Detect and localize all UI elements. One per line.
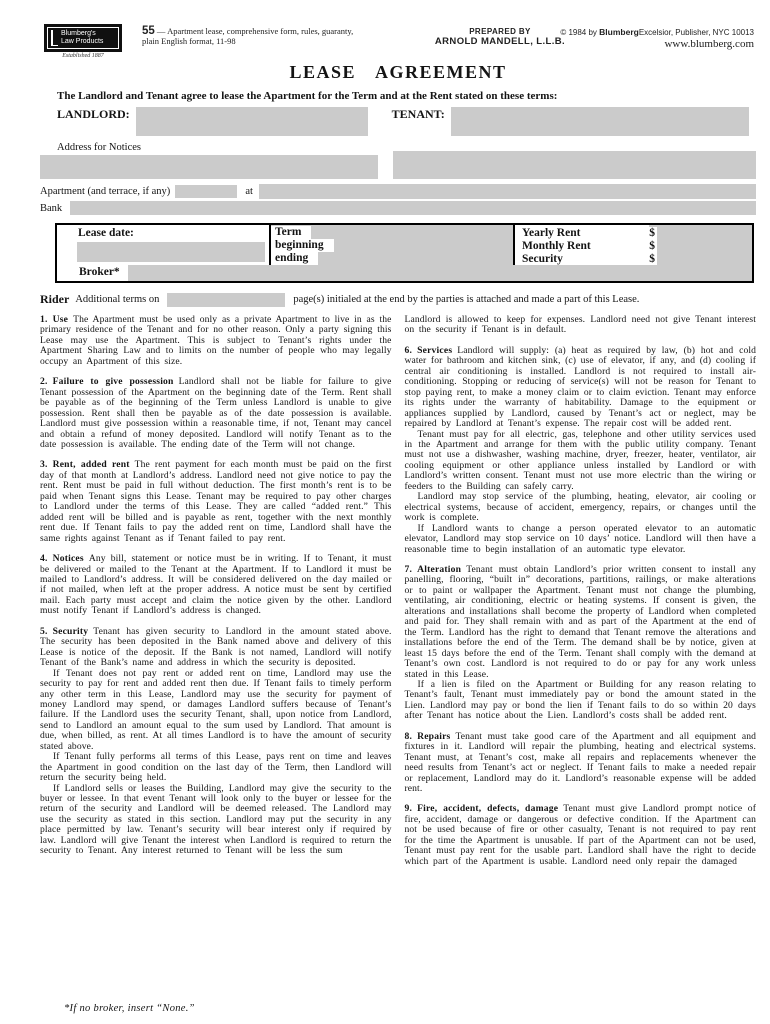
website-text: www.blumberg.com <box>664 38 754 50</box>
bank-row <box>40 201 756 215</box>
term-beginning-label: beginning <box>271 239 334 252</box>
form-number-dash: — <box>156 26 166 36</box>
section-1-paragraph: 1. Use The Apartment must be used only as a private Apartment to live in as the primary residence of the Tenant and for no other reason. Only a party signing this Lease may use the Apartment. This is subject to Tenant’s rights under the Apartment Sharing Law and to limits on the number of people who may legally occupy an Apartment of this size. <box>40 314 392 367</box>
prepared-by-label: PREPARED BY <box>469 27 531 36</box>
rent-cell <box>515 225 752 266</box>
rent-amounts-field[interactable] <box>649 225 752 265</box>
address-for-notices-label: Address for Notices <box>57 142 141 153</box>
section-heading-7: 7. Alteration <box>404 563 462 575</box>
prepared-by-name: ARNOLD MANDELL, L.L.B. <box>434 36 566 47</box>
form-number: 55 <box>142 25 155 37</box>
continuation-paragraph: If Landlord sells or leases the Building, Landlord may give the security to the buyer or lessee. In that event Tenant will look only to the buyer or lessee for the return of the security and Landlord will be deemed released. The Landlord may use the security as stated in this section. Landlord may put the security in any place permitted by law. Tenant’s security will bear interest only if required by law. Landlord will give Tenant the interest when Landlord is required to return the security to Tenant. Any interest returned to Tenant will be less the sum <box>40 782 392 857</box>
section-heading-9: 9. Fire, accident, defects, damage <box>404 803 559 815</box>
tenant-address-field[interactable] <box>393 151 756 179</box>
rider-label: Rider <box>40 292 70 306</box>
logo-established-text: Established 1887 <box>62 53 104 59</box>
blumberg-logo-text: Blumberg's Law Products <box>61 30 104 45</box>
broker-label: Broker* <box>77 265 128 281</box>
section-9-paragraph: 9. Fire, accident, defects, damage Tenant must give Landlord prompt notice of fire, accident, damage or dangerous or defective condition. If the Apartment can not be used because of fire or other casualty, Tenant is not required to pay rent for the time the Apartment is unusable. If part of the Apartment can not be used, Tenant must pay rent for the usable part. Landlord shall have the right to decide which part of the Apartment is usable. Landlord need only repair the damaged <box>404 803 756 867</box>
apartment-row <box>40 184 756 199</box>
continuation-paragraph: If Tenant does not pay rent or added rent on time, Landlord may use the security to pay for rent and added rent then due. If Tenant fails to timely perform any other term in this Lease, Landlord may use the security for payment of money Landlord may spend, or damages Landlord suffers because of Tenant’s failure. If the Landlord uses the security Tenant, shall, upon notice from Landlord, send to Landlord an amount equal to the sum used by Landlord. That amount is due, when billed, as rent. At all times Landlord is to have the amount of security stated above. <box>40 667 392 752</box>
page-title: LEASE AGREEMENT <box>289 62 507 82</box>
apartment-location-field[interactable] <box>259 184 756 199</box>
rider-post-text: page(s) initialed at the end by the parties is attached and made a part of this Lease. <box>293 294 640 305</box>
bank-label: Bank <box>40 202 63 214</box>
section-heading-2: 2. Failure to give possession <box>40 376 174 388</box>
term-ending-label: ending <box>271 252 318 265</box>
tenant-label: TENANT: <box>391 107 445 121</box>
section-2-paragraph: 2. Failure to give possession Landlord shall not be liable for failure to give Tenant possession of the Apartment on the beginning date of the Term. Rent shall be payable as of the beginning of the Term unless Landlord is unable to give possession. Rent shall then be payable as of the date possession is available. Landlord must give possession within a reasonable time, if not, Tenant may cancel and obtain a refund of money deposited. Landlord will notify Tenant as to the date possession is available. The ending date of the Term will not change. <box>40 376 392 450</box>
section-heading-3: 3. Rent, added rent <box>40 459 130 471</box>
landlord-label: LANDLORD: <box>57 107 130 121</box>
yearly-rent-row: Yearly Rent $ <box>515 227 657 240</box>
blumberg-logo-box <box>44 24 122 52</box>
section-7-paragraph: 7. Alteration Tenant must obtain Landlord’s prior written consent to install any panelling, flooring, “built in” decorations, partitions, railings, or make alterations or to paint or wallpaper the Apartment. Tenant must not change the plumbing, ventilating, air conditioning, electric or heating systems. If consent is given, the alterations and installations shall become the property of Landlord when completed and paid for. They shall remain with and as part of the Apartment at the end of the Term. Landlord has the right to demand that Tenant remove the alterations and installations before the end of the Term. The demand shall be by notice, given at least 15 days before the end of the Term. Tenant shall comply with the demand at Tenant’s own cost. Landlord is not required to do or pay for any work unless stated in this Lease. <box>404 563 756 680</box>
form-description-text: Apartment lease, comprehensive form, rules, guaranty, plain English format, 11-98 <box>142 26 354 46</box>
section-heading-8: 8. Repairs <box>404 730 451 742</box>
security-row: Security $ <box>515 253 657 266</box>
monthly-rent-row: Monthly Rent $ <box>515 240 657 253</box>
lease-clauses <box>40 315 756 867</box>
copyright-block <box>560 27 754 50</box>
lease-date-label: Lease date: <box>78 227 134 239</box>
continuation-paragraph: Landlord may stop service of the plumbing, heating, elevator, air cooling or electrical systems, because of accident, emergency, repairs, or changes until the work is complete. <box>404 491 756 524</box>
lease-date-cell <box>57 225 269 266</box>
at-label: at <box>245 186 253 197</box>
tenant-name-field[interactable] <box>451 107 749 136</box>
rider-pages-field[interactable] <box>167 293 285 307</box>
lease-terms-table <box>55 223 754 283</box>
landlord-name-field[interactable] <box>136 107 368 136</box>
rider-row <box>40 292 756 307</box>
landlord-address-field[interactable] <box>40 155 378 179</box>
copyright-line: © 1984 by BlumbergExcelsior, Publisher, NYC 10013 <box>560 27 754 37</box>
section-4-paragraph: 4. Notices Any bill, statement or notice must be in writing. If to Tenant, it must be delivered or mailed to the Tenant at the Apartment. If to Landlord it must be mailed to Landlord’s address. It will be considered delivered on the day mailed or if not mailed, when left at the proper address. A notice must be sent by certified mail. Each party must accept and claim the notice given by the other. Landlord must notify Tenant if Landlord’s address is changed. <box>40 553 392 617</box>
section-5-paragraph: 5. Security Tenant has given security to Landlord in the amount stated above. The security has been deposited in the Bank named above and delivery of this Lease is notice of the deposit. If the Bank is not named, Landlord will notify Tenant of the Bank’s name and address in which the security is deposited. <box>40 625 392 669</box>
apartment-label: Apartment (and terrace, if any) <box>40 186 171 197</box>
broker-row <box>57 265 752 281</box>
section-8-paragraph: 8. Repairs Tenant must take good care of the Apartment and all equipment and fixtures in it. Landlord will repair the plumbing, heating and electrical systems. Tenant must, at Tenant’s cost, make all repairs and replacements whenever the need results from Tenant’s act or neglect. If Tenant fails to make a needed repair or replacement, Landlord may do it. Landlord’s reasonable expense will be added rent. <box>404 730 756 795</box>
continuation-paragraph: Landlord is allowed to keep for expenses. Landlord need not give Tenant interest on the security if Tenant is in default. <box>404 314 756 336</box>
intro-line: The Landlord and Tenant agree to lease the Apartment for the Term and at the Rent stated on these terms: <box>57 90 558 102</box>
address-row <box>40 155 756 179</box>
continuation-paragraph: If Landlord wants to change a person operated elevator to an automatic elevator, Landlord may stop service on 10 days’ notice. Landlord will then have a reasonable time to begin installation of an automatic type elevator. <box>404 522 756 555</box>
blumberg-figure-icon <box>51 30 58 46</box>
rider-pre-text: Additional terms on <box>75 294 160 305</box>
section-heading-6: 6. Services <box>404 344 453 356</box>
lease-date-field[interactable] <box>77 242 265 262</box>
section-3-paragraph: 3. Rent, added rent The rent payment for each month must be paid on the first day of that month at Landlord’s address. Landlord need not give notice to pay the rent. Rent must be paid in full without deduction. The first month’s rent is to be paid when Tenant signs this Lease. Tenant may be required to pay other charges to Landlord under the terms of this Lease. They are called “added rent.” This added rent will be billed and is payable as rent, together with the next monthly rent due. If Tenant fails to pay the added rent on time, Landlord shall have the same rights against Tenant as if Tenant failed to pay rent. <box>40 459 392 544</box>
section-heading-4: 4. Notices <box>40 553 84 565</box>
section-heading-1: 1. Use <box>40 314 69 325</box>
continuation-paragraph: Tenant must pay for all electric, gas, telephone and other utility services used in the Apartment and arrange for them with the public utility company. Tenant must not use a dishwasher, washing machine, dryer, freezer, heater, ventilator, air cooling equipment or other appliance unless installed by Landlord or with Landlord’s written consent. Tenant must not use more electric than the wiring or feeders to the Building can safely carry. <box>404 428 756 492</box>
broker-footnote: *If no broker, insert “None.” <box>64 1003 195 1014</box>
clauses-column-2 <box>405 315 757 867</box>
continuation-paragraph: If a lien is filed on the Apartment or Building for any reason relating to Tenant’s fault, Tenant must immediately pay or bond the amount stated in the Lien. Landlord may pay or bond the lien if Tenant fails to do so within 20 days after Tenant has notice about the Lien. Landlord’s costs shall be added rent. <box>404 678 756 722</box>
clauses-column-1 <box>40 315 392 867</box>
blumberg-logo <box>44 24 122 59</box>
section-heading-5: 5. Security <box>40 625 89 637</box>
bank-name-field[interactable] <box>70 201 756 215</box>
apartment-number-field[interactable] <box>175 185 237 198</box>
blumberg-brand-text: Blumberg <box>599 27 639 37</box>
section-6-paragraph: 6. Services Landlord will supply: (a) heat as required by law, (b) hot and cold water for bathroom and kitchen sink, (c) use of elevator, if any, and (d) cooling if central air conditioning is installed. Landlord is not required to install air-conditioning. Stopping or reducing of service(s) will not be reason for Tenant to stop paying rent, to make a money claim or to claim eviction. Tenant may enforce its rights under the warranty of habitability. Damage to the equipment or appliances supplied by Landlord, caused by Tenant’s act or neglect, may be repaired by Landlord at Tenant’s expense. The repair cost will be added rent. <box>404 344 756 430</box>
parties-row <box>40 107 756 136</box>
broker-name-field[interactable] <box>128 265 752 281</box>
form-description <box>142 26 367 46</box>
term-label: Term <box>271 226 311 239</box>
document-header <box>40 24 756 58</box>
continuation-paragraph: If Tenant fully performs all terms of this Lease, pays rent on time and leaves the Apartment in good condition on the last day of the Term, then Landlord will return the security being held. <box>40 751 392 784</box>
